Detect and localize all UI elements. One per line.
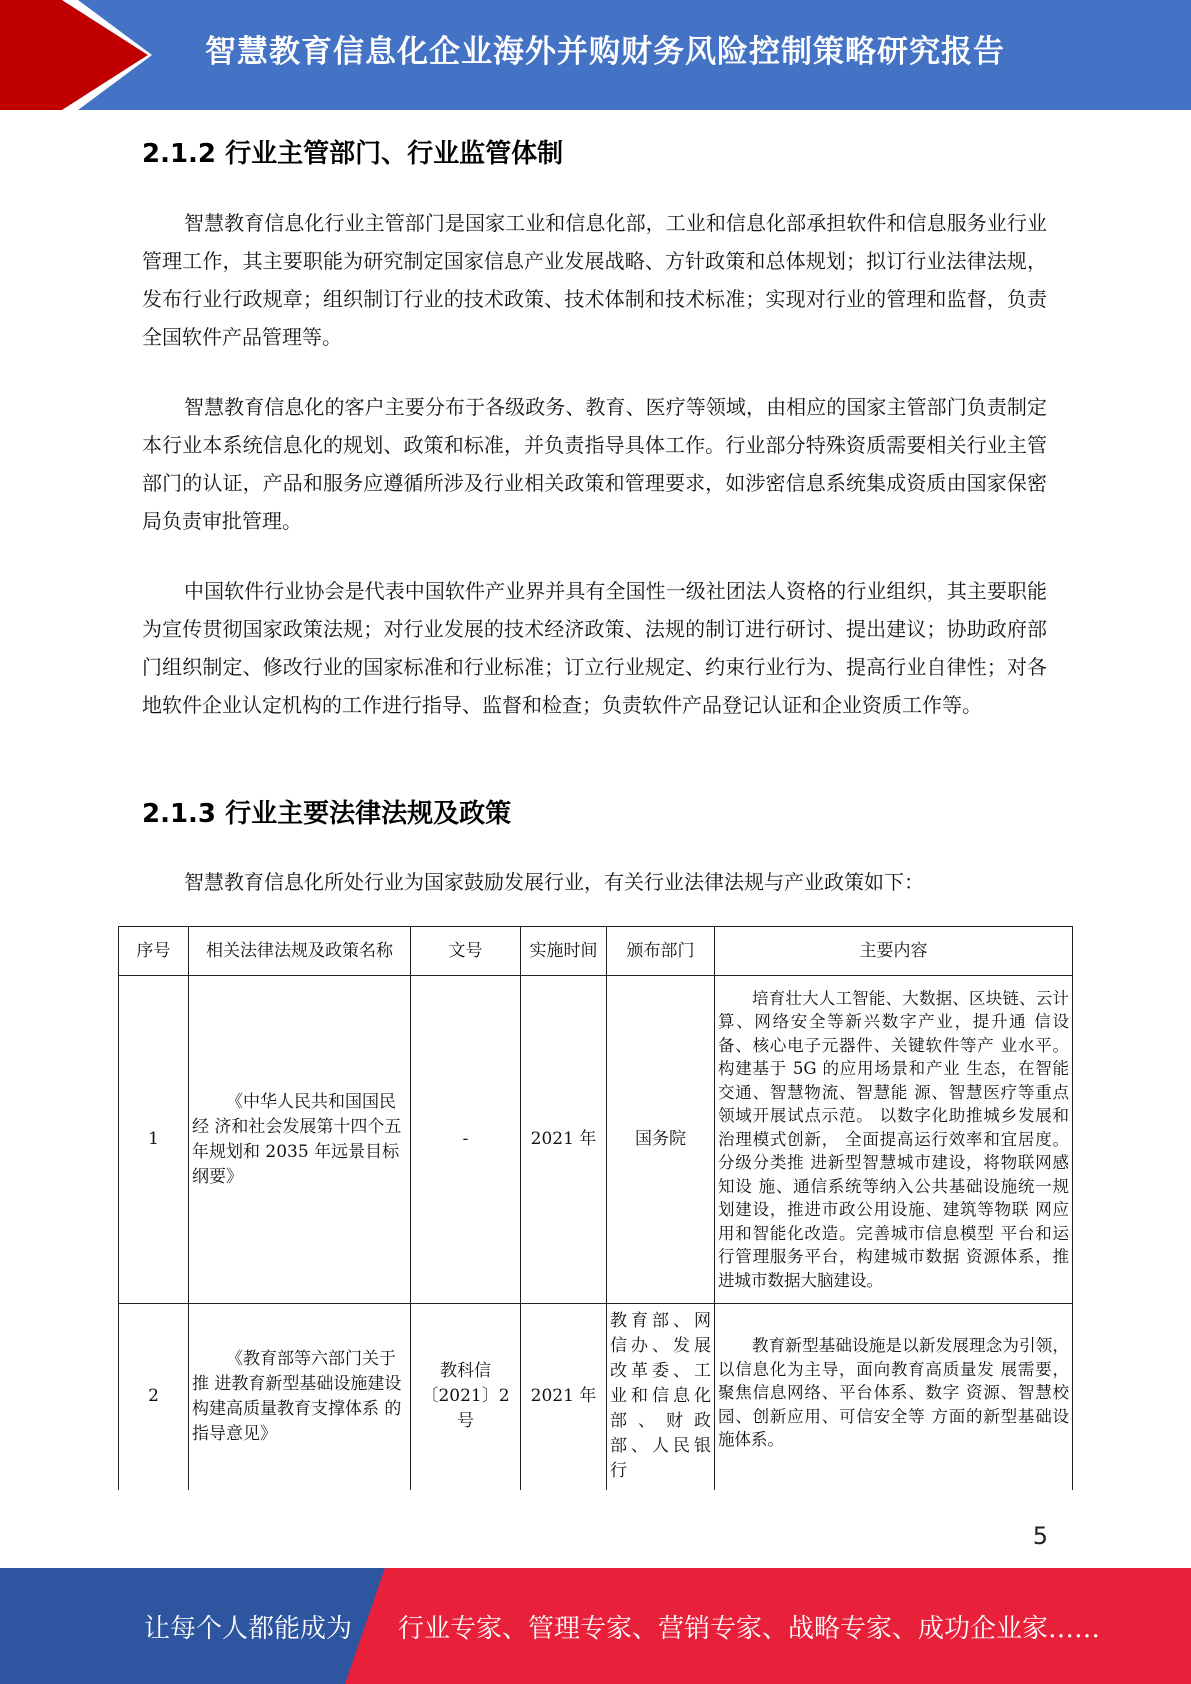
header-name: 相关法律法规及政策名称 [189, 927, 411, 976]
footer-slogan-right: 行业专家、管理专家、营销专家、战略专家、成功企业家…… [398, 1614, 1101, 1644]
header-chevron-decoration [0, 0, 160, 110]
row-date: 2021 年 [521, 1304, 607, 1490]
section-heading-2-1-3: 2.1.3 行业主要法律法规及政策 [142, 799, 512, 829]
paragraph-1: 智慧教育信息化行业主管部门是国家工业和信息化部，工业和信息化部承担软件和信息服务业行业管理工作，其主要职能为研究制定国家信息产业发展战略、方针政策和总体规划；拟订行业法律法规，发布行业行政规章；组织制订行业的技术政策、技术体制和技术标准；实现对行业的管理和监督，负责全国软件产品管理等。 [142, 211, 1047, 349]
row-doc: 教科信〔2021〕2 号 [411, 1304, 521, 1490]
row-no: 2 [119, 1304, 189, 1490]
header-dept: 颁布部门 [607, 927, 715, 976]
row-date: 2021 年 [521, 976, 607, 1304]
row-doc: - [411, 976, 521, 1304]
row-content: 教育新型基础设施是以新发展理念为引领，以信息化为主导，面向教育高质量发 展需要，聚焦信息网络、平台体系、数字 资源、智慧校园、创新应用、可信安全等 方面的新型基础设施体系。 [715, 1304, 1073, 1490]
paragraph-2: 智慧教育信息化的客户主要分布于各级政务、教育、医疗等领域，由相应的国家主管部门负责制定本行业本系统信息化的规划、政策和标准，并负责指导具体工作。行业部分特殊资质需要相关行业主管部门的认证，产品和服务应遵循所涉及行业相关政策和管理要求，如涉密信息系统集成资质由国家保密局负责审批管理。 [142, 395, 1047, 533]
section-intro: 智慧教育信息化所处行业为国家鼓励发展行业，有关行业法律法规与产业政策如下： [184, 870, 924, 894]
table-header-row [119, 927, 1073, 976]
page-footer [0, 1568, 1191, 1684]
header-doc: 文号 [411, 927, 521, 976]
footer-slogan-left: 让每个人都能成为 [144, 1614, 353, 1644]
section-heading-2-1-2: 2.1.2 行业主管部门、行业监管体制 [142, 139, 564, 169]
header-content: 主要内容 [715, 927, 1073, 976]
row-dept: 国务院 [607, 976, 715, 1304]
row-name: 《中华人民共和国国民经 济和社会发展第十四个五 年规划和 2035 年远景目标纲要》 [189, 976, 411, 1304]
row-name: 《教育部等六部门关于推 进教育新型基础设施建设 构建高质量教育支撑体系 的指导意见》 [189, 1304, 411, 1490]
header-date: 实施时间 [521, 927, 607, 976]
row-no: 1 [119, 976, 189, 1304]
row-content: 培育壮大人工智能、大数据、区块链、云计算、网络安全等新兴数字产业，提升通 信设备、核心电子元器件、关键软件等产 业水平。构建基于 5G 的应用场景和产业 生态，在智能交通、智慧物流、智慧能 源、智慧医疗等重点领域开展试点示范。 以数字化助推城乡发展和治理模式创新， 全面提高运行效率和宜居度。分级分类推 进新型智慧城市建设，将物联网感知设 施、通信系统等纳入公共基础设施统一规 划建设，推进市政公用设施、建筑等物联 网应用和智能化改造。完善城市信息模型 平台和运行管理服务平台，构建城市数据 资源体系，推进城市数据大脑建设。 [715, 976, 1073, 1304]
paragraph-3: 中国软件行业协会是代表中国软件产业界并具有全国性一级社团法人资格的行业组织，其主要职能为宣传贯彻国家政策法规；对行业发展的技术经济政策、法规的制订进行研讨、提出建议；协助政府部门组织制定、修改行业的国家标准和行业标准；订立行业规定、约束行业行为、提高行业自律性；对各地软件企业认定机构的工作进行指导、监督和检查；负责软件产品登记认证和企业资质工作等。 [142, 579, 1047, 717]
row-dept: 教育部、网信办、发展改革委、工业和信息化部、财政部、人民银行 [607, 1304, 715, 1490]
table-row [119, 1304, 1073, 1490]
policy-table [118, 926, 1073, 1490]
page-header [0, 0, 1191, 110]
table-row [119, 976, 1073, 1304]
header-title: 智慧教育信息化企业海外并购财务风险控制策略研究报告 [205, 34, 1005, 70]
page-number: 5 [1032, 1522, 1048, 1550]
header-no: 序号 [119, 927, 189, 976]
